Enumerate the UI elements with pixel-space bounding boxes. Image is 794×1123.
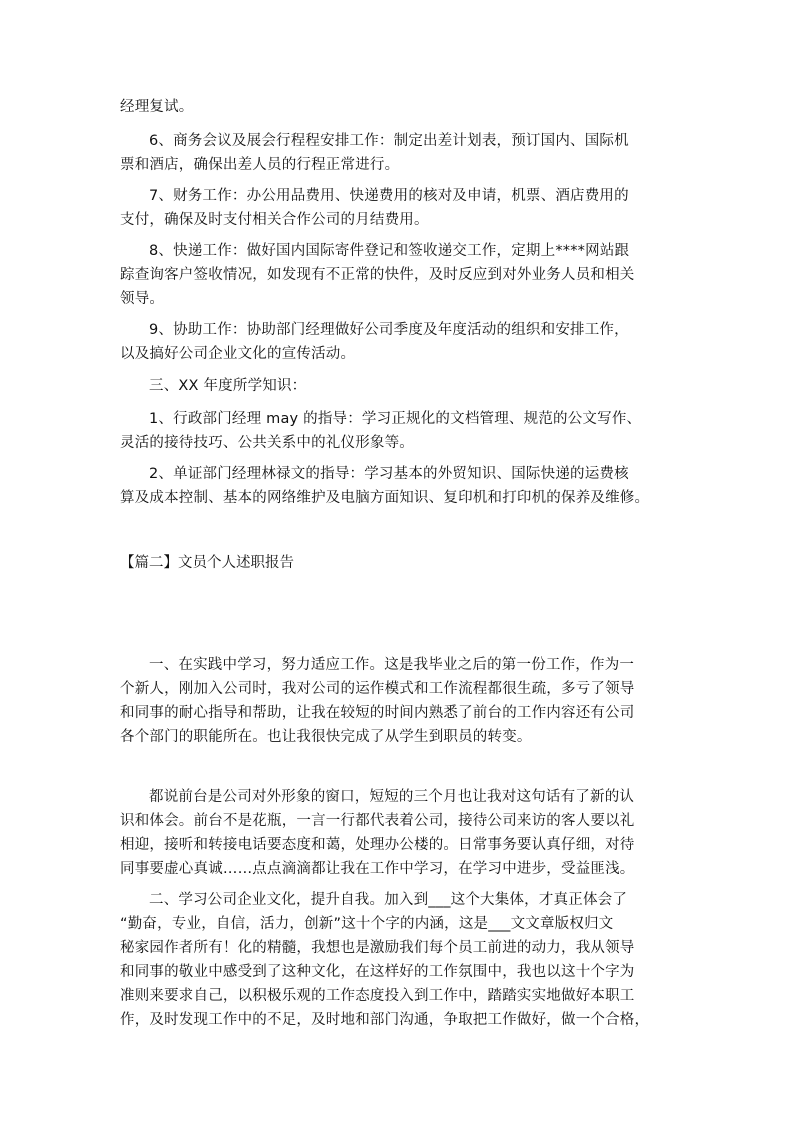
text-line: 和同事的耐心指导和帮助，让我在较短的时间内熟悉了前台的工作内容还有公司 bbox=[120, 705, 635, 721]
paragraph-knowledge-1 bbox=[120, 407, 680, 455]
paragraph-continuation bbox=[120, 95, 680, 119]
text-line: 支付，确保及时支付相关合作公司的月结费用。 bbox=[120, 212, 429, 228]
text-line: 领导。 bbox=[120, 291, 165, 307]
text-line: 同事要虚心真诚……点点滴滴都让我在工作中学习，在学习中进步，受益匪浅。 bbox=[120, 861, 635, 877]
text-line: 7、财务工作：办公用品费用、快递费用的核对及申请，机票、酒店费用的 bbox=[149, 188, 629, 204]
text-line: “勤奋，专业，自信，活力，创新”这十个字的内涵，这是___文文章版权归文 bbox=[120, 916, 614, 932]
text-line: 和同事的敬业中感受到了这种文化，在这样好的工作氛围中，我也以这十个字为 bbox=[120, 964, 635, 980]
text-line: 三、XX 年度所学知识： bbox=[149, 378, 307, 394]
text-line: 【篇二】文员个人述职报告 bbox=[120, 555, 294, 571]
text-line: 个新人，刚加入公司时，我对公司的运作模式和工作流程都很生疏，多亏了领导 bbox=[120, 681, 635, 697]
text-line: 6、商务会议及展会行程程安排工作：制定出差计划表，预订国内、国际机 bbox=[149, 133, 629, 149]
text-line: 秘家园作者所有！化的精髓，我想也是激励我们每个员工前进的动力，我从领导 bbox=[120, 940, 635, 956]
paragraph-knowledge-2 bbox=[120, 462, 680, 510]
text-line: 踪查询客户签收情况，如发现有不正常的快件，及时反应到对外业务人员和相关 bbox=[120, 267, 635, 283]
text-line: 灵活的接待技巧、公共关系中的礼仪形象等。 bbox=[120, 435, 414, 451]
section-title bbox=[120, 551, 294, 575]
text-line: 一、在实践中学习，努力适应工作。这是我毕业之后的第一份工作，作为一 bbox=[149, 657, 635, 673]
text-line: 以及搞好公司企业文化的宣传活动。 bbox=[120, 346, 356, 362]
paragraph-item-8 bbox=[120, 239, 680, 311]
text-line: 算及成本控制、基本的网络维护及电脑方面知识、复印机和打印机的保养及维修。 bbox=[120, 490, 650, 506]
paragraph-item-9 bbox=[120, 318, 680, 366]
text-line: 2、单证部门经理林禄文的指导：学习基本的外贸知识、国际快递的运费核 bbox=[149, 466, 629, 482]
paragraph-practice bbox=[120, 653, 680, 749]
text-line: 识和体会。前台不是花瓶，一言一行都代表着公司，接待公司来访的客人要以礼 bbox=[120, 813, 635, 829]
text-line: 准则来要求自己，以积极乐观的工作态度投入到工作中，踏踏实实地做好本职工 bbox=[120, 988, 635, 1004]
section-heading-knowledge bbox=[120, 374, 680, 398]
text-line: 票和酒店，确保出差人员的行程正常进行。 bbox=[120, 157, 400, 173]
text-line: 1、行政部门经理 may 的指导：学习正规化的文档管理、规范的公文写作、 bbox=[149, 411, 642, 427]
text-line: 作，及时发现工作中的不足，及时地和部门沟通，争取把工作做好，做一个合格， bbox=[120, 1012, 650, 1028]
text-line: 相迎，接听和转接电话要态度和蔼，处理办公楼的。日常事务要认真仔细，对待 bbox=[120, 837, 635, 853]
text-line: 各个部门的职能所在。也让我很快完成了从学生到职员的转变。 bbox=[120, 729, 532, 745]
paragraph-item-6 bbox=[120, 129, 680, 177]
paragraph-item-7 bbox=[120, 184, 680, 232]
text-line: 经理复试。 bbox=[120, 99, 194, 115]
paragraph-front-desk bbox=[120, 785, 680, 881]
text-line: 二、学习公司企业文化，提升自我。加入到___这个大集体，才真正体会了 bbox=[149, 892, 628, 908]
text-line: 9、协助工作：协助部门经理做好公司季度及年度活动的组织和安排工作， bbox=[149, 322, 629, 338]
paragraph-culture bbox=[120, 888, 680, 1032]
text-line: 8、快递工作：做好国内国际寄件登记和签收递交工作，定期上****网站跟 bbox=[149, 243, 630, 259]
text-line: 都说前台是公司对外形象的窗口，短短的三个月也让我对这句话有了新的认 bbox=[149, 789, 635, 805]
